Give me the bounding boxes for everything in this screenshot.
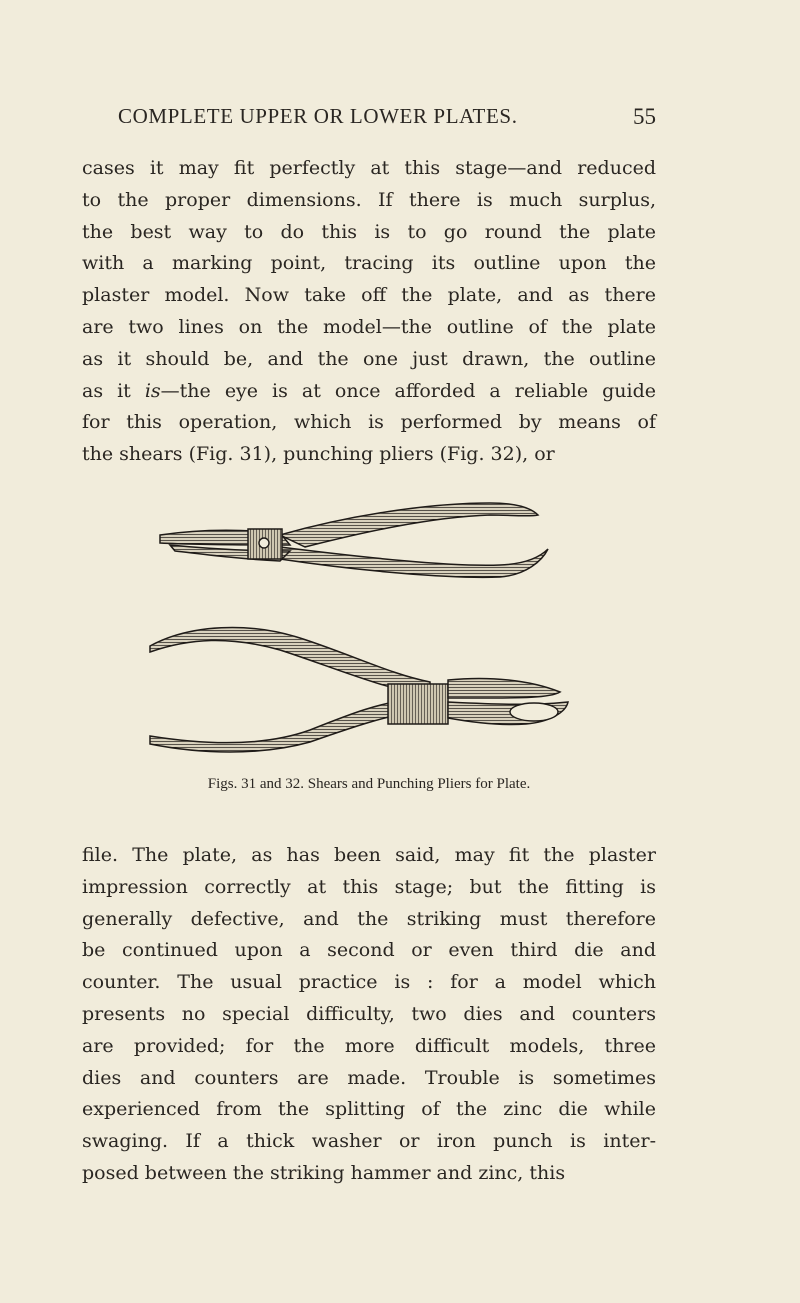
shears-illustration — [130, 495, 590, 585]
text-line — [82, 376, 656, 408]
text-line: posed between the striking hammer and zinc, this — [82, 1161, 566, 1184]
figure-caption: Figs. 31 and 32. Shears and Punching Pliers for Plate. — [207, 776, 531, 792]
text-run: as it — [82, 379, 145, 402]
text-line: dies and counters are made. Trouble is sometimes — [82, 1066, 656, 1089]
text-line: plaster model. Now take off the plate, and as there — [82, 284, 656, 307]
text-line: experienced from the splitting of the zinc die while — [82, 1098, 656, 1121]
text-line: with a marking point, tracing its outline upon the — [82, 252, 656, 275]
paragraph-1 — [82, 153, 656, 471]
text-line: counter. The usual practice is : for a model which — [82, 971, 656, 994]
text-line: swaging. If a thick washer or iron punch is inter- — [82, 1130, 656, 1153]
text-line: as it should be, and the one just drawn, the outline — [82, 347, 656, 370]
running-head: COMPLETE UPPER OR LOWER PLATES. — [118, 104, 518, 128]
text-line: cases it may fit perfectly at this stage—and reduced — [82, 157, 656, 179]
text-line: generally defective, and the striking must therefore — [82, 907, 656, 930]
page-number: 55 — [633, 104, 656, 129]
text-line: file. The plate, as has been said, may fit the plaster — [82, 844, 656, 866]
text-line: the best way to do this is to go round the plate — [82, 220, 656, 243]
text-line: impression correctly at this stage; but the fitting is — [82, 875, 656, 898]
text-line: be continued upon a second or even third die and — [82, 939, 656, 962]
text-line: for this operation, which is performed by means of — [82, 411, 656, 434]
text-line: the shears (Fig. 31), punching pliers (Fig. 32), or — [82, 443, 555, 466]
punching-pliers-illustration — [130, 618, 590, 758]
page-header — [118, 104, 656, 140]
text-line: to the proper dimensions. If there is much surplus, — [82, 188, 656, 211]
text-line: presents no special difficulty, two dies and counters — [82, 1002, 656, 1025]
italic-word: is — [144, 379, 161, 402]
text-line: are two lines on the model—the outline of the plate — [82, 315, 656, 338]
text-line: are provided; for the more difficult models, three — [82, 1034, 656, 1057]
text-run: —the eye is at once afforded a reliable guide — [160, 379, 656, 402]
paragraph-2 — [82, 840, 656, 1190]
